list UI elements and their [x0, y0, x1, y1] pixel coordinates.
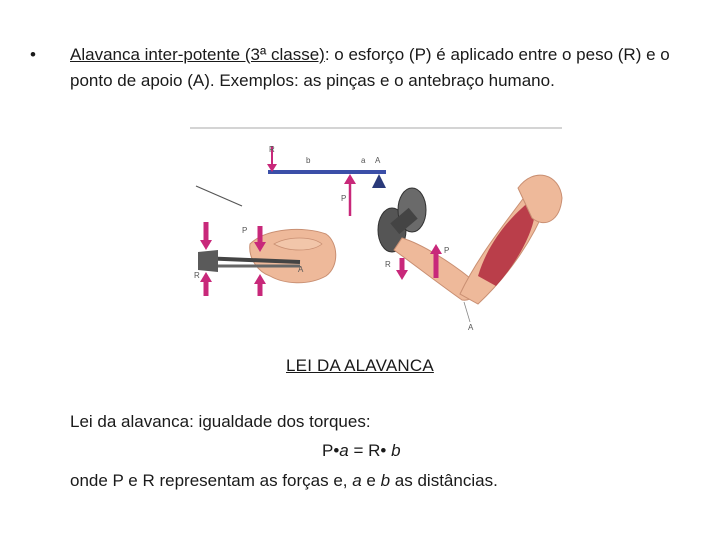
arm-label-P: P [444, 246, 450, 255]
formula-a: a [339, 441, 349, 460]
law-explanation [70, 471, 498, 491]
arm-label-R: R [385, 260, 391, 269]
explain-part-3: as distâncias. [390, 471, 498, 490]
law-formula [322, 441, 401, 461]
tweezers-tip [198, 250, 218, 272]
bullet-symbol: • [30, 45, 36, 64]
lever-label-P: P [341, 194, 347, 203]
bullet-colon: : [324, 45, 330, 64]
lever-label-b: b [306, 156, 311, 165]
tw-label-A: A [298, 265, 304, 274]
fulcrum-icon [372, 174, 386, 188]
hand-shape [250, 229, 336, 282]
diagonal-stroke [196, 186, 242, 206]
lever-illustration [188, 126, 564, 336]
explain-part-2: e [361, 471, 381, 490]
bullet-title: Alavanca inter-potente (3ª classe) [70, 45, 325, 64]
arm-r-arrow-head-icon [396, 270, 408, 280]
formula-dot-2: • [380, 441, 387, 460]
formula-b: b [386, 441, 401, 460]
bullet-body: o esforço (P) é aplicado entre o peso (R) e o ponto de apoio (A). Exemplos: as pinças e o antebraço humano. [70, 45, 670, 90]
bullet-text [70, 42, 670, 94]
arm-guide [464, 302, 470, 322]
tw-r-arrow-left-head-icon [200, 272, 212, 282]
arm-p-arrow-head-icon [430, 244, 442, 254]
explain-b: b [380, 471, 391, 490]
formula-P: P [322, 441, 334, 460]
lever-label-R: R [269, 145, 275, 154]
lever-schematic [267, 145, 386, 216]
explain-part-1: onde P e R representam as forças e, [70, 471, 353, 490]
explain-a: a [352, 471, 362, 490]
formula-eq: = R [348, 441, 381, 460]
tw-r-arrow-right-head-icon [254, 274, 266, 284]
tw-label-R: R [194, 271, 200, 280]
lever-label-a: a [361, 156, 366, 165]
law-statement: Lei da alavanca: igualdade dos torques: [70, 412, 371, 431]
p-arrow-head-icon [344, 174, 356, 184]
tweezers-illustration [194, 222, 336, 296]
lever-label-A: A [375, 156, 381, 165]
arm-illustration [378, 175, 562, 332]
tw-label-P: P [242, 226, 248, 235]
law-heading: LEI DA ALAVANCA [286, 356, 434, 375]
tw-p-arrow-left-head-icon [200, 240, 212, 250]
arm-label-A: A [468, 323, 474, 332]
formula-dot-1: • [333, 441, 340, 460]
